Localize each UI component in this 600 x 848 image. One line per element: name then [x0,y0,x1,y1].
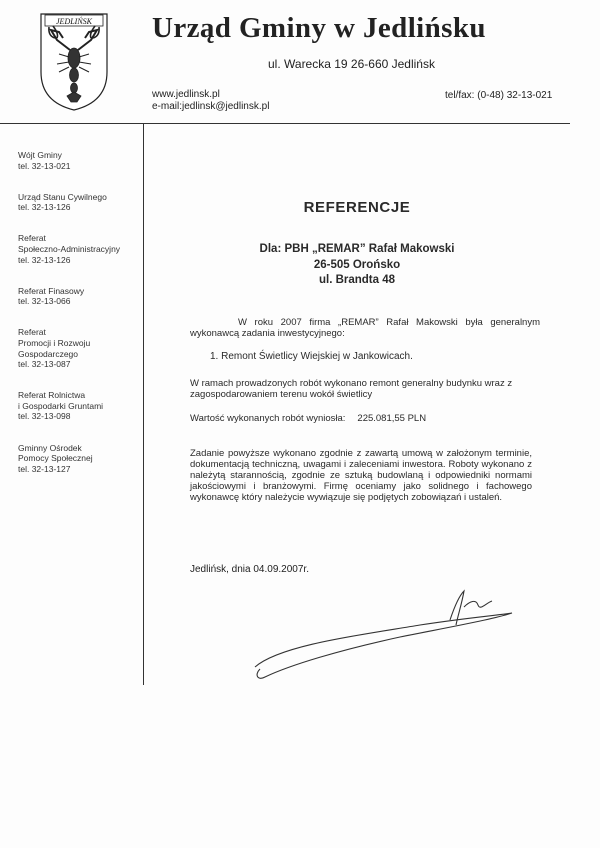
recipient-name: Dla: PBH „REMAR” Rafał Makowski [259,243,455,255]
department-entry [18,327,142,369]
date-line: Jedlińsk, dnia 04.09.2007r. [190,564,309,575]
department-phone: tel. 32-13-066 [18,296,71,307]
department-name: Referat Społeczno-Administracyjny [18,233,121,254]
recipient-street: ul. Brandta 48 [318,274,396,286]
department-entry [18,286,142,307]
contract-value [190,413,426,424]
office-address: ul. Warecka 19 26-660 Jedlińsk [268,57,435,71]
assessment-paragraph: Zadanie powyższe wykonano zgodnie z zawartą umową w założonym terminie, dokumentacją techniczną, uwagami i zaleceniami inwestora. Roboty wykonano z należytą starannością, zgodnie ze sztuką budowlaną i odpowiedniki normami jakościowymi i branżowymi. Firmę oceniamy jako solidnego i fachowego wykonawcę który należycie wywiązuje się podjętych zobowiązań i ustaleń. [190,448,532,503]
email-link[interactable]: e-mail:jedlinsk@jedlinsk.pl [152,101,270,112]
header-divider [0,123,570,124]
department-entry [18,443,142,475]
department-entry [18,390,142,422]
crest-label: JEDLIŃSK [56,17,92,26]
coat-of-arms-crayfish-icon [39,12,109,112]
page-title: Urząd Gminy w Jedlińsku [152,12,486,44]
tel-fax: tel/fax: (0-48) 32-13-021 [445,90,553,101]
letter-heading: REFERENCJE [303,199,411,216]
department-name: Wójt Gminy [18,150,62,160]
department-entry [18,192,142,213]
sidebar-divider [143,123,144,685]
task-list-item: 1. Remont Świetlicy Wiejskiej w Jankowicach. [210,351,413,362]
intro-text: W roku 2007 firma „REMAR” Rafał Makowski była generalnym wykonawcą zadania inwestycyjnego: [190,317,540,339]
department-entry [18,233,142,265]
scope-paragraph: W ramach prowadzonych robót wykonano remont generalny budynku wraz z zagospodarowaniem terenu wokół świetlicy [190,378,513,400]
department-name: Referat Finasowy [18,285,85,296]
department-phone: tel. 32-13-021 [18,160,71,171]
department-name: Gminny Ośrodek Pomocy Społecznej [18,442,93,464]
recipient-block [152,242,562,289]
department-phone: tel. 32-13-126 [18,254,71,265]
department-name: Referat Rolnictwa i Gospodarki Gruntami [18,390,104,411]
department-phone: tel. 32-13-127 [18,463,71,474]
department-phone: tel. 32-13-098 [18,411,71,422]
website-link[interactable]: www.jedlinsk.pl [152,89,220,100]
recipient-city: 26-505 Orońsko [313,258,401,271]
handwritten-signature [250,585,520,685]
department-entry [18,150,142,171]
department-name: Urząd Stanu Cywilnego [18,191,107,202]
value-label: Wartość wykonanych robót wyniosła: [190,413,346,424]
department-sidebar [18,150,142,495]
department-name: Referat Promocji i Rozwoju Gospodarczego [18,327,91,359]
intro-paragraph [190,317,540,339]
department-phone: tel. 32-13-126 [18,202,71,213]
value-amount: 225.081,55 PLN [357,413,427,424]
department-phone: tel. 32-13-087 [18,359,71,370]
